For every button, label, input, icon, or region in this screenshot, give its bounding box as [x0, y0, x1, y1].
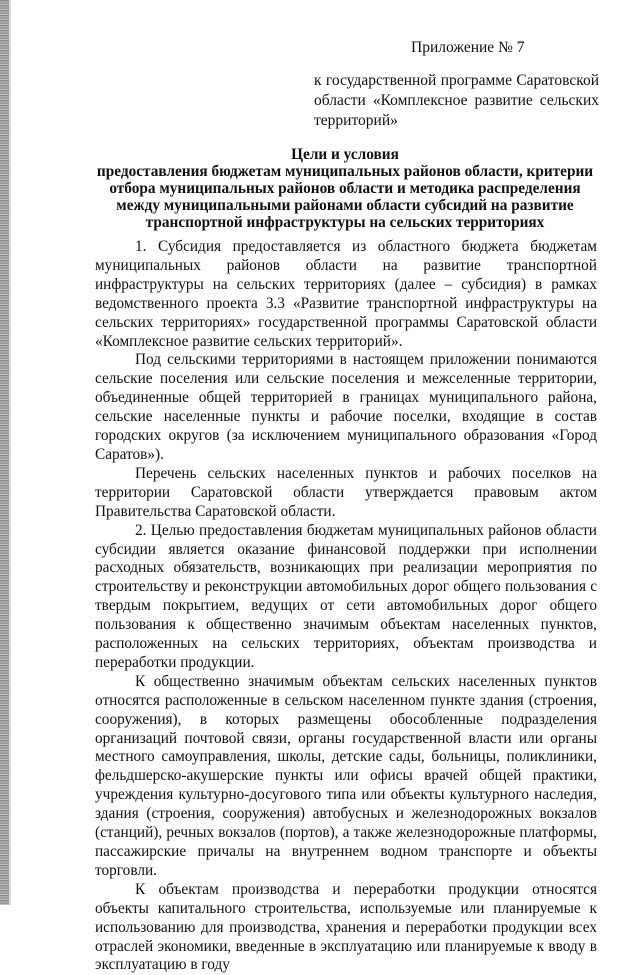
document-body: [95, 238, 597, 975]
annex-number: Приложение № 7: [411, 39, 525, 56]
title-line-2: предоставления бюджетам муниципальных районов области, критерии: [96, 163, 594, 180]
title-line-4: между муниципальными районами области субсидий на развитие: [116, 197, 574, 214]
paragraph-5: К общественно значимым объектам сельских населенных пунктов относятся расположенные в сельском населенном пункте здания (строения, сооружения), в которых размещены обособленные подразделения организаций почтовой связи, органы государственной власти или органы местного самоуправления, школы, детские сады, больницы, поликлиники, фельдшерско-акушерские пункты или офисы врачей общей практики, учреждения культурно-досугового типа или объекты культурного наследия, здания (строения, сооружения) автобусных и железнодорожных вокзалов (станций), речных вокзалов (портов), а также железнодорожные платформы, пассажирские причалы на внутреннем водном транспорте и объекты торговли.: [95, 672, 597, 879]
title-line-3: отбора муниципальных районов области и методика распределения: [109, 180, 581, 197]
paragraph-4: 2. Целью предоставления бюджетам муниципальных районов области субсидии является оказание финансовой поддержки при исполнении расходных обязательств, возникающих при реализации мероприятия по строительству и реконструкции автомобильных дорог общего пользования с твердым покрытием, ведущих от сети автомобильных дорог общего пользования к общественно значимым объектам населенных пунктов, расположенных на сельских территориях, объектам производства и переработки продукции.: [95, 521, 597, 671]
scan-edge-line: [9, 0, 11, 905]
paragraph-1: 1. Субсидия предоставляется из областного бюджета бюджетам муниципальных районов области на развитие транспортной инфраструктуры на сельских территориях (далее – субсидия) в рамках ведомственного проекта 3.3 «Развитие транспортной инфраструктуры на сельских территориях» государственной программы Саратовской области «Комплексное развитие сельских территорий».: [95, 238, 597, 350]
title-line-1: Цели и условия: [291, 146, 399, 163]
paragraph-2: Под сельскими территориями в настоящем приложении понимаются сельские поселения или сельские поселения и межселенные территории, объединенные общей территорией в границах муниципального района, сельские населенные пункты и рабочие поселки, входящие в состав городских округов (за исключением муниципального образования «Город Саратов»).: [95, 351, 597, 463]
scan-edge-shadow: [0, 0, 9, 905]
title-line-5: транспортной инфраструктуры на сельских территориях: [145, 214, 545, 231]
annex-block: [314, 38, 599, 131]
paragraph-3: Перечень сельских населенных пунктов и рабочих поселков на территории Саратовской области утверждается правовым актом Правительства Саратовской области.: [95, 464, 597, 520]
paragraph-6: К объектам производства и переработки продукции относятся объекты капитального строительства, используемые или планируемые к использованию для производства, хранения и переработки продукции всех отраслей экономики, введенные в эксплуатацию или планируемые к вводу в эксплуатацию в году: [95, 880, 597, 974]
document-title: [95, 146, 595, 231]
annex-reference: к государственной программе Саратовской области «Комплексное развитие сельских территорий»: [314, 72, 599, 129]
